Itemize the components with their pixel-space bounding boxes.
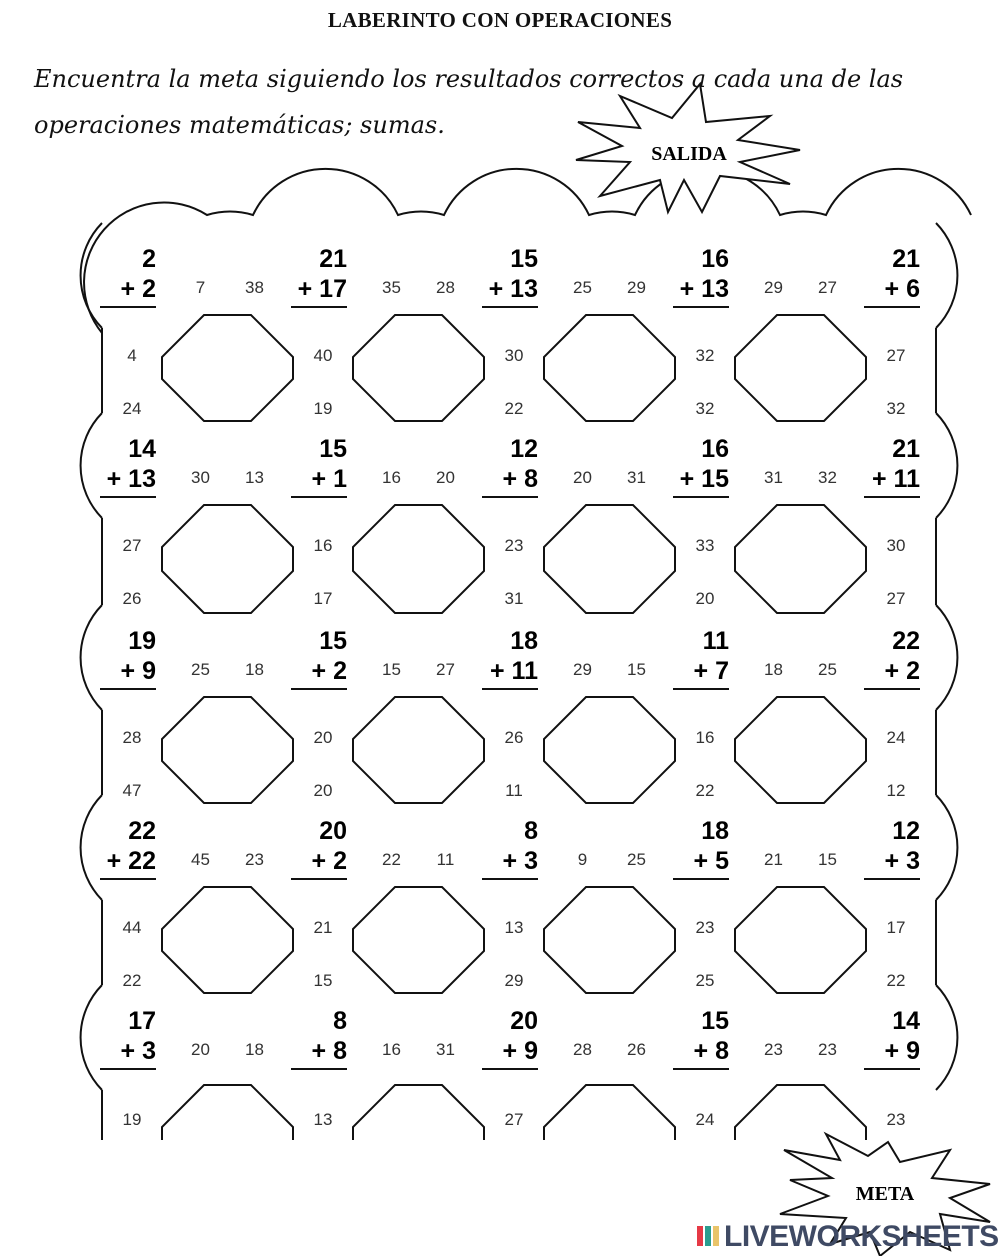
answer-option: 18 (245, 1040, 264, 1059)
answer-option: 16 (382, 468, 401, 487)
answer-option: 16 (382, 1040, 401, 1059)
answer-option: 17 (313, 589, 333, 608)
answer-option: 19 (313, 399, 333, 418)
maze-outer-right (936, 605, 957, 710)
answer-option: 25 (573, 278, 592, 297)
answer-option: 45 (191, 850, 210, 869)
maze-wall-block (353, 315, 484, 421)
maze-wall-block (735, 697, 866, 803)
answer-option: 25 (818, 660, 837, 679)
maze-outer-right (936, 795, 957, 900)
addend-bottom: + 5 (693, 847, 729, 875)
addend-bottom: + 22 (106, 847, 156, 875)
answer-option: 13 (504, 918, 524, 937)
addend-bottom: + 2 (311, 657, 347, 685)
answer-option: 15 (627, 660, 646, 679)
answer-option: 44 (122, 918, 142, 937)
answer-option: 22 (504, 399, 524, 418)
maze-wall-block (353, 697, 484, 803)
watermark: LIVEWORKSHEETS (724, 1220, 999, 1253)
addend-bottom: + 13 (106, 465, 156, 493)
answer-option: 24 (122, 399, 142, 418)
instructions-line-2: operaciones matemáticas; sumas. (34, 111, 445, 139)
answer-option: 23 (764, 1040, 783, 1059)
maze-wall-block (544, 505, 675, 613)
answer-option: 27 (886, 589, 906, 608)
maze-outer-left (81, 413, 102, 518)
answer-option: 30 (886, 536, 906, 555)
answer-option: 11 (505, 781, 523, 800)
answer-option: 13 (313, 1110, 333, 1129)
addend-top: 14 (128, 435, 156, 463)
answer-option: 27 (436, 660, 455, 679)
maze-wall-partial (735, 1085, 866, 1140)
answer-option: 30 (504, 346, 524, 365)
answer-option: 25 (695, 971, 715, 990)
addend-bottom: + 1 (311, 465, 347, 493)
answer-option: 33 (695, 536, 715, 555)
addend-top: 18 (510, 627, 538, 655)
addend-top: 20 (319, 817, 347, 845)
answer-option: 35 (382, 278, 401, 297)
addend-bottom: + 11 (872, 465, 920, 493)
answer-option: 24 (886, 728, 906, 747)
addend-bottom: + 9 (120, 657, 156, 685)
answer-option: 16 (313, 536, 333, 555)
addend-top: 15 (701, 1007, 729, 1035)
maze-wall-block (544, 315, 675, 421)
addend-top: 11 (702, 627, 729, 655)
answer-option: 21 (764, 850, 783, 869)
answer-option: 27 (122, 536, 142, 555)
answer-option: 31 (627, 468, 646, 487)
addend-top: 16 (701, 245, 729, 273)
maze-wall-partial (353, 1085, 484, 1140)
answer-option: 4 (127, 346, 137, 365)
answer-option: 20 (436, 468, 455, 487)
answer-option: 25 (627, 850, 646, 869)
maze-wall-partial (544, 1085, 675, 1140)
addend-top: 21 (892, 245, 920, 273)
answer-option: 18 (245, 660, 264, 679)
maze-wall-block (162, 505, 293, 613)
answer-option: 23 (504, 536, 524, 555)
addend-top: 18 (701, 817, 729, 845)
addend-bottom: + 11 (490, 657, 538, 685)
maze-outer-right (936, 985, 957, 1090)
answer-option: 38 (245, 278, 264, 297)
answer-option: 15 (313, 971, 333, 990)
addend-bottom: + 8 (311, 1037, 347, 1065)
addend-bottom: + 15 (679, 465, 729, 493)
answer-option: 21 (313, 918, 333, 937)
instructions-line-1: Encuentra la meta siguiendo los resultados correctos a cada una de las (34, 65, 904, 93)
answer-option: 26 (122, 589, 142, 608)
answer-option: 40 (313, 346, 333, 365)
maze-wall-block (162, 315, 293, 421)
answer-option: 20 (573, 468, 592, 487)
addend-top: 14 (892, 1007, 920, 1035)
addend-top: 19 (128, 627, 156, 655)
answer-option: 29 (573, 660, 592, 679)
addend-bottom: + 2 (884, 657, 920, 685)
answer-option: 23 (818, 1040, 837, 1059)
addend-bottom: + 3 (884, 847, 920, 875)
answer-option: 29 (764, 278, 783, 297)
answer-option: 20 (695, 589, 715, 608)
addend-top: 22 (892, 627, 920, 655)
answer-option: 22 (382, 850, 401, 869)
addend-bottom: + 9 (502, 1037, 538, 1065)
answer-option: 32 (695, 399, 715, 418)
maze-wall-block (162, 887, 293, 993)
answer-option: 13 (245, 468, 264, 487)
liveworksheets-logo-icon (696, 1224, 720, 1248)
answer-option: 20 (313, 728, 333, 747)
answer-option: 30 (191, 468, 210, 487)
maze-wall-block (735, 505, 866, 613)
answer-option: 11 (436, 850, 455, 869)
answer-option: 32 (818, 468, 837, 487)
answer-option: 27 (886, 346, 906, 365)
addend-top: 8 (333, 1007, 347, 1035)
answer-option: 20 (313, 781, 333, 800)
addend-top: 21 (892, 435, 920, 463)
addend-top: 15 (319, 627, 347, 655)
answer-option: 7 (195, 278, 206, 297)
answer-option: 15 (382, 660, 401, 679)
addend-bottom: + 3 (502, 847, 538, 875)
maze-outer-left (81, 795, 102, 900)
answer-option: 47 (122, 781, 142, 800)
answer-option: 22 (122, 971, 142, 990)
addend-bottom: + 9 (884, 1037, 920, 1065)
maze-wall-block (735, 315, 866, 421)
maze-outer-left (81, 985, 102, 1090)
answer-option: 23 (886, 1110, 906, 1129)
answer-option: 22 (695, 781, 715, 800)
answer-option: 29 (627, 278, 646, 297)
addend-top: 15 (510, 245, 538, 273)
addend-top: 20 (510, 1007, 538, 1035)
goal-label: META (855, 1183, 915, 1205)
answer-option: 19 (122, 1110, 142, 1129)
answer-option: 31 (436, 1040, 455, 1059)
addend-bottom: + 3 (120, 1037, 156, 1065)
answer-option: 15 (818, 850, 837, 869)
maze-wall-block (353, 505, 484, 613)
answer-option: 32 (695, 346, 715, 365)
answer-option: 27 (504, 1110, 524, 1129)
answer-option: 31 (504, 589, 524, 608)
addend-top: 22 (128, 817, 156, 845)
addend-top: 16 (701, 435, 729, 463)
answer-option: 26 (627, 1040, 646, 1059)
addend-bottom: + 2 (120, 275, 156, 303)
addend-bottom: + 7 (693, 657, 729, 685)
addend-top: 15 (319, 435, 347, 463)
addend-top: 12 (510, 435, 538, 463)
addend-top: 12 (892, 817, 920, 845)
answer-option: 31 (764, 468, 783, 487)
answer-option: 25 (191, 660, 210, 679)
answer-option: 26 (504, 728, 524, 747)
maze-wall-block (353, 887, 484, 993)
addend-bottom: + 17 (297, 275, 347, 303)
answer-option: 32 (886, 399, 906, 418)
answer-option: 28 (436, 278, 455, 297)
maze-outer-right (936, 223, 957, 328)
addend-top: 17 (128, 1007, 156, 1035)
maze-outer-left (81, 605, 102, 710)
answer-option: 29 (504, 971, 524, 990)
answer-option: 16 (695, 728, 715, 747)
addend-bottom: + 2 (311, 847, 347, 875)
answer-option: 27 (818, 278, 837, 297)
worksheet-title: LABERINTO CON OPERACIONES (327, 8, 673, 32)
answer-option: 9 (577, 850, 588, 869)
answer-option: 12 (886, 781, 906, 800)
addend-top: 21 (319, 245, 347, 273)
answer-option: 28 (122, 728, 142, 747)
answer-option: 22 (886, 971, 906, 990)
answer-option: 23 (695, 918, 715, 937)
answer-option: 17 (886, 918, 906, 937)
maze-wall-partial (162, 1085, 293, 1140)
start-label: SALIDA (651, 143, 727, 165)
answer-option: 20 (191, 1040, 210, 1059)
addend-top: 8 (524, 817, 538, 845)
answer-option: 28 (573, 1040, 592, 1059)
maze-outer-right (936, 413, 957, 518)
addend-bottom: + 6 (884, 275, 920, 303)
maze-wall-block (162, 697, 293, 803)
answer-option: 18 (764, 660, 783, 679)
addend-bottom: + 13 (488, 275, 538, 303)
addend-bottom: + 8 (693, 1037, 729, 1065)
maze-wall-block (735, 887, 866, 993)
addend-bottom: + 13 (679, 275, 729, 303)
answer-option: 24 (695, 1110, 715, 1129)
start-star (576, 84, 800, 212)
maze-wall-block (544, 887, 675, 993)
addend-top: 2 (142, 245, 156, 273)
answer-option: 23 (245, 850, 264, 869)
addend-bottom: + 8 (502, 465, 538, 493)
maze-wall-block (544, 697, 675, 803)
